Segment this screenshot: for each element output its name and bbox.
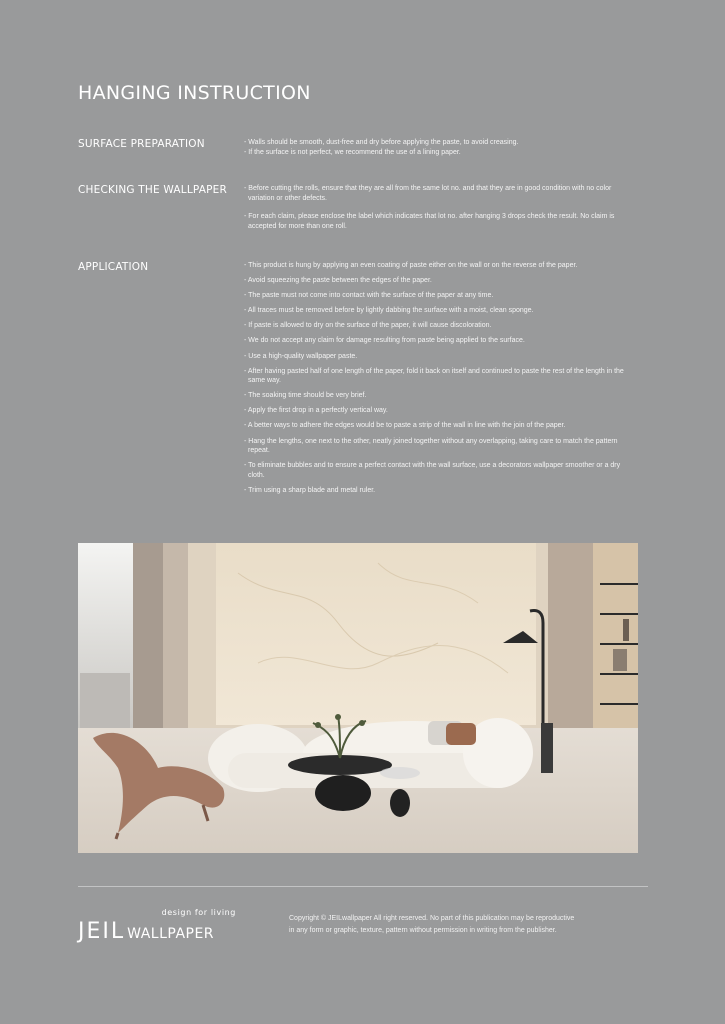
- instruction-item: - A better ways to adhere the edges would be to paste a strip of the wall in line with the join of the paper.: [244, 422, 566, 430]
- instruction-item: - Hang the lengths, one next to the other, neatly joined together without any overlapping, taking care to match the pattern repeat.: [244, 437, 618, 455]
- copyright-notice: [289, 913, 629, 937]
- instruction-item: - For each claim, please enclose the label which indicates that lot no. after hanging 3 drops check the result. No claim is accepted for more than one roll.: [244, 213, 615, 230]
- brand-sub-text: WALLPAPER: [127, 926, 215, 942]
- interior-room-photo: [78, 543, 638, 853]
- instruction-item: - This product is hung by applying an even coating of paste either on the wall or on the reverse of the paper.: [244, 262, 578, 269]
- section-body: [244, 184, 634, 240]
- copyright-line: in any form or graphic, texture, pattern without permission in writing from the publisher.: [289, 927, 557, 934]
- brand-tagline: design for living: [161, 908, 236, 917]
- instruction-item: - If paste is allowed to dry on the surface of the paper, it will cause discoloration.: [244, 322, 492, 330]
- brand-wordmark: [78, 919, 214, 944]
- page-title: HANGING INSTRUCTION: [78, 82, 311, 104]
- brand-logo: [78, 906, 248, 946]
- instruction-item: - Avoid squeezing the paste between the edges of the paper.: [244, 277, 432, 285]
- instruction-item: - Trim using a sharp blade and metal ruler.: [244, 486, 376, 494]
- instruction-item: - Before cutting the rolls, ensure that they are all from the same lot no. and that they are in good condition with no color variation or other defects.: [244, 185, 612, 202]
- section-body: [244, 138, 634, 157]
- instruction-item: - If the surface is not perfect, we recommend the use of a lining paper.: [244, 148, 461, 156]
- instruction-item: - The soaking time should be very brief.: [244, 392, 367, 400]
- instruction-item: - We do not accept any claim for damage resulting from paste being applied to the surface.: [244, 337, 525, 345]
- instruction-item: - All traces must be removed before by lightly dabbing the surface with a moist, clean sponge.: [244, 307, 534, 315]
- section-heading: APPLICATION: [78, 261, 149, 273]
- instruction-item: - To eliminate bubbles and to ensure a perfect contact with the wall surface, use a decorators wallpaper smoother or a dry cloth.: [244, 462, 621, 479]
- section-body: [244, 261, 634, 501]
- copyright-line: Copyright © JEILwallpaper All right reserved. No part of this publication may be reproductive: [289, 915, 575, 922]
- instruction-item: - The paste must not come into contact with the surface of the paper at any time.: [244, 292, 494, 300]
- instruction-item: - Apply the first drop in a perfectly vertical way.: [244, 407, 388, 415]
- brand-main-text: JEIL: [78, 919, 126, 944]
- instruction-item: - Use a high-quality wallpaper paste.: [244, 352, 358, 360]
- instruction-item: - After having pasted half of one length of the paper, fold it back on itself and continued to paste the rest of the length in the same way.: [244, 367, 624, 385]
- footer-divider: [78, 886, 648, 887]
- section-heading: CHECKING THE WALLPAPER: [78, 184, 227, 196]
- instruction-item: - Walls should be smooth, dust-free and dry before applying the paste, to avoid creasing.: [244, 139, 519, 146]
- section-heading: SURFACE PREPARATION: [78, 138, 205, 150]
